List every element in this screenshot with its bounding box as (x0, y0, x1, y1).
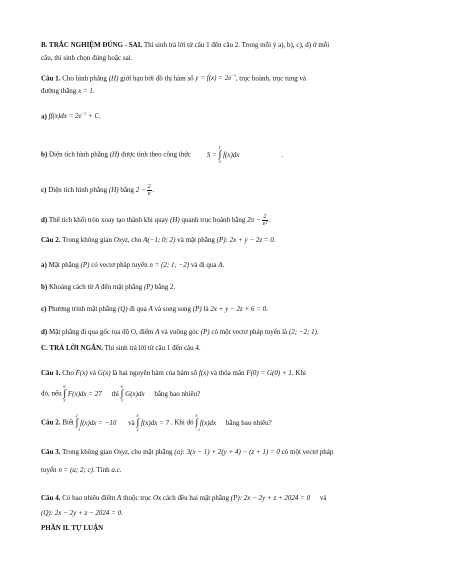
q2-a-normal: n = (2; 1; −2) (149, 261, 190, 269)
c3-dot: . (119, 466, 122, 474)
c4-label: Câu 4. (41, 494, 61, 502)
q1-b-text2: được tính theo công thức (121, 150, 192, 159)
q2-d-label: d) (41, 328, 48, 336)
c3-label: Câu 3. (41, 448, 61, 456)
q2-b-label: b) (41, 283, 48, 291)
q1-d-text2: quanh trục hoành bằng (181, 216, 246, 225)
c1-integral-F: ∫ 6 3 F(x)dx = 27 (63, 384, 102, 403)
q1-c-text: Diện tích hình phẳng (48, 186, 108, 195)
q2-d-P: (P) (200, 328, 210, 336)
q1-d-text: Thể tích khối tròn xoay tạo thành khi quay (48, 216, 169, 225)
c4-text1: Có bao nhiêu điểm (62, 494, 116, 502)
q1-c-value: 2 − $\frac{2}{e}$ (135, 184, 151, 197)
c3-text1: Trong không gian (62, 448, 112, 456)
section-b-line2 (41, 54, 132, 62)
c2-stem (41, 413, 272, 432)
section-b-instruction: Thí sinh trả lời từ câu 1 đến câu 2. Trong mỗi ý a), b), c), d) ở mỗi (143, 41, 330, 49)
c3-line2 (41, 466, 121, 474)
c1-stem (41, 369, 306, 377)
q2-b-text: Khoảng cách từ (48, 283, 94, 291)
q2-stem: Câu 2. Trong không gian Oxyz, cho A(−1; 0; 2) và mặt phẳng (P): 2x + y − 2z = 0. (41, 236, 276, 244)
q2-d-A: A (155, 328, 160, 336)
section-b-instruction-2: câu, thí sinh chọn đúng hoặc sai. (41, 54, 133, 62)
q2-c-text3: và song song (154, 305, 192, 313)
c4-stem (41, 494, 326, 502)
part2-heading: PHẦN II. TỰ LUẬN (41, 524, 104, 532)
c3-text3: có một vectơ pháp (281, 448, 334, 456)
q1-b-H: (H) (109, 150, 120, 159)
q1-b-text: Diện tích hình phẳng (48, 150, 108, 159)
c2-label: Câu 2. (41, 418, 61, 427)
q2-option-c: c) Phương trình mặt phẳng (Q) đi qua A và song song (P) là 2x + y − 2z + 6 = 0. (41, 305, 268, 313)
q2-option-b (41, 283, 175, 291)
q1-option-a: a) $\int f(x)dx = 2e^{-x} + C$. (41, 111, 101, 121)
q1-label: Câu 1. (41, 74, 61, 83)
c3-oxyz: Oxyz (113, 448, 128, 456)
q1-text1: Cho hình phẳng (62, 74, 107, 83)
c2-text1: Biết (62, 418, 74, 427)
q1-text3: , trục hoành, trục tung và (235, 74, 306, 83)
c2-integral-3: ∫ 5 −1 f(x)dx (195, 413, 217, 432)
c1-text1: Cho (62, 369, 74, 377)
c3-line2b: . Tính (92, 466, 110, 474)
q2-c-P: (P) (192, 305, 202, 313)
c2-and: và (128, 418, 135, 427)
q2-c-text4: là (203, 305, 209, 313)
c1-F: F(x) (75, 369, 88, 377)
q2-text2: , cho (127, 236, 142, 244)
q1-H: (H) (108, 74, 119, 83)
c1-G: G(x) (97, 369, 111, 377)
q2-b-P: (P) (143, 283, 153, 291)
q2-text3: và mặt phẳng (177, 236, 215, 244)
q1-b-formula: S = ∫ 1 0 f(x)dx (206, 145, 240, 164)
q2-d-vector: (2; −2; 1) (288, 328, 317, 336)
q1-c-text2: bằng (120, 186, 134, 195)
c4-plane-Q: (Q): 2x − 2y + z − 2024 = 0 (41, 509, 122, 517)
c2-text2: . Khi đó (170, 418, 194, 427)
q2-text1: Trong không gian (62, 236, 112, 244)
q1-option-c: c) Diện tích hình phẳng (H) bằng 2 − $\frac{2}{e}$ . (41, 184, 155, 197)
q2-c-text2: đi qua (129, 305, 147, 313)
c4-text3: cách đều hai mặt phẳng (162, 494, 230, 502)
q1-c-label: c) (41, 186, 47, 195)
q2-option-d: d) Mặt phẳng đi qua gốc tọa độ O, điểm A và vuông góc (P) có một vectơ pháp tuyến là (2; −2; 1). (41, 328, 319, 336)
q2-a-A: A (218, 261, 223, 269)
q1-x1: x = 1 (78, 87, 93, 95)
c4-and: và (319, 494, 327, 502)
q2-d-text2: và vuông góc (161, 328, 199, 336)
c1-label: Câu 1. (41, 369, 61, 377)
q1-stem-line2: đường thẳng x = 1. (41, 87, 95, 95)
q2-a-text2: có vectơ pháp tuyến (91, 261, 148, 269)
c4-plane-P: (P): 2x − 2y + z + 2024 = 0 (230, 494, 311, 502)
c3-ac: a.c (111, 466, 120, 474)
c4-text2: thuộc trục (123, 494, 152, 502)
q1-d-label: d) (41, 216, 48, 225)
c4-dot: . (121, 509, 123, 517)
section-c-line (41, 344, 201, 352)
section-c-instruction: Thí sinh trả lời từ câu 1 đến câu 4. (104, 344, 201, 352)
q2-d-text: Mặt phẳng đi qua gốc tọa độ O, điểm (48, 328, 154, 336)
q1-stem (41, 74, 306, 83)
q2-option-a: a) Mặt phẳng (P) có vectơ pháp tuyến n = (2; 1; −2) và đi qua A. (41, 261, 225, 269)
c1-then: thì (111, 389, 119, 398)
q2-a-text: Mặt phẳng (48, 261, 79, 269)
c2-tail: bằng bao nhiêu? (225, 418, 272, 427)
c1-integral-G: ∫ 6 3 G(x)dx (120, 384, 145, 403)
q1-d-value: 2π − $\frac{2}{\text{e²}}$ (247, 214, 268, 227)
q1-c-H: (H) (108, 186, 119, 195)
c2-integral-2: ∫ 5 2 f(x)dx = 7 (136, 413, 170, 432)
q2-plane-P: (P): 2x + y − 2z = 0 (216, 236, 274, 244)
c1-text3: và thỏa mãn (210, 369, 245, 377)
q1-line2: đường thẳng (41, 87, 77, 95)
q2-a-text3: và đi qua (190, 261, 217, 269)
q2-point-A: A(−1; 0; 2) (143, 236, 176, 244)
q2-c-equation: 2x + y − 2z + 6 = 0 (210, 305, 267, 313)
q1-a-label: a) (41, 112, 47, 121)
c1-line2 (41, 384, 201, 403)
c4-A: A (117, 494, 122, 502)
q1-d-H: (H) (169, 216, 180, 225)
q1-option-d: d) Thể tích khối tròn xoay tạo thành khi quay (H) quanh trục hoành bằng 2π − $\frac{2}{\text{e²}}$ . (41, 214, 271, 227)
q1-a-expr: $\int f(x)dx = 2e^{-x} + C$ (48, 111, 100, 121)
q2-b-text2: đến mặt phẳng (101, 283, 143, 291)
c3-plane: (α): 3(x − 1) + 2(y + 4) − (z + 1) = 0 (174, 448, 280, 456)
c1-and: và (89, 369, 97, 377)
q1-text2: giới hạn bởi đồ thị hàm số (120, 74, 194, 83)
q2-c-A: A (148, 305, 153, 313)
c4-line2 (41, 509, 123, 517)
q1-option-b: b) Diện tích hình phẳng (H) được tính theo công thức S = ∫ 1 0 f(x)dx . (41, 145, 283, 164)
q2-b-A: A (94, 283, 100, 291)
q2-a-label: a) (41, 261, 47, 269)
section-b-heading: B. TRẮC NGHIỆM ĐÚNG - SAI. (41, 41, 143, 49)
c1-condition: F(0) = G(0) + 1 (246, 369, 292, 377)
q1-b-label: b) (41, 150, 48, 159)
c3-line2a: tuyến (41, 466, 57, 474)
q2-a-P: (P) (80, 261, 90, 269)
c1-line2a: đó, nếu (41, 389, 62, 398)
c2-integral-1: ∫ 2 −1 f(x)dx = −10 (75, 413, 117, 432)
c1-tail: bằng bao nhiêu? (154, 389, 201, 398)
q2-b-text3: bằng 2. (154, 283, 176, 291)
q2-label: Câu 2. (41, 236, 61, 244)
c1-f: f(x) (198, 369, 209, 377)
q2-c-Q: (Q) (117, 305, 128, 313)
q2-c-label: c) (41, 305, 47, 313)
c1-text4: . Khi (291, 369, 306, 377)
section-b-line1 (41, 41, 329, 49)
c1-text2: là hai nguyên hàm của hàm số (112, 369, 198, 377)
c3-text2: , cho mặt phẳng (127, 448, 173, 456)
q1-func: $y = f(x) = 2e^{-x}$ (195, 73, 236, 83)
q2-c-text: Phương trình mặt phẳng (48, 305, 117, 313)
c3-normal: n = (a; 2; c) (58, 466, 93, 474)
c3-stem (41, 448, 333, 456)
q2-d-text3: có một vectơ pháp tuyến là (211, 328, 288, 336)
section-c-heading: C. TRẢ LỜI NGẮN. (41, 344, 103, 352)
c4-Ox: Ox (153, 494, 162, 502)
q2-oxyz: Oxyz (113, 236, 128, 244)
